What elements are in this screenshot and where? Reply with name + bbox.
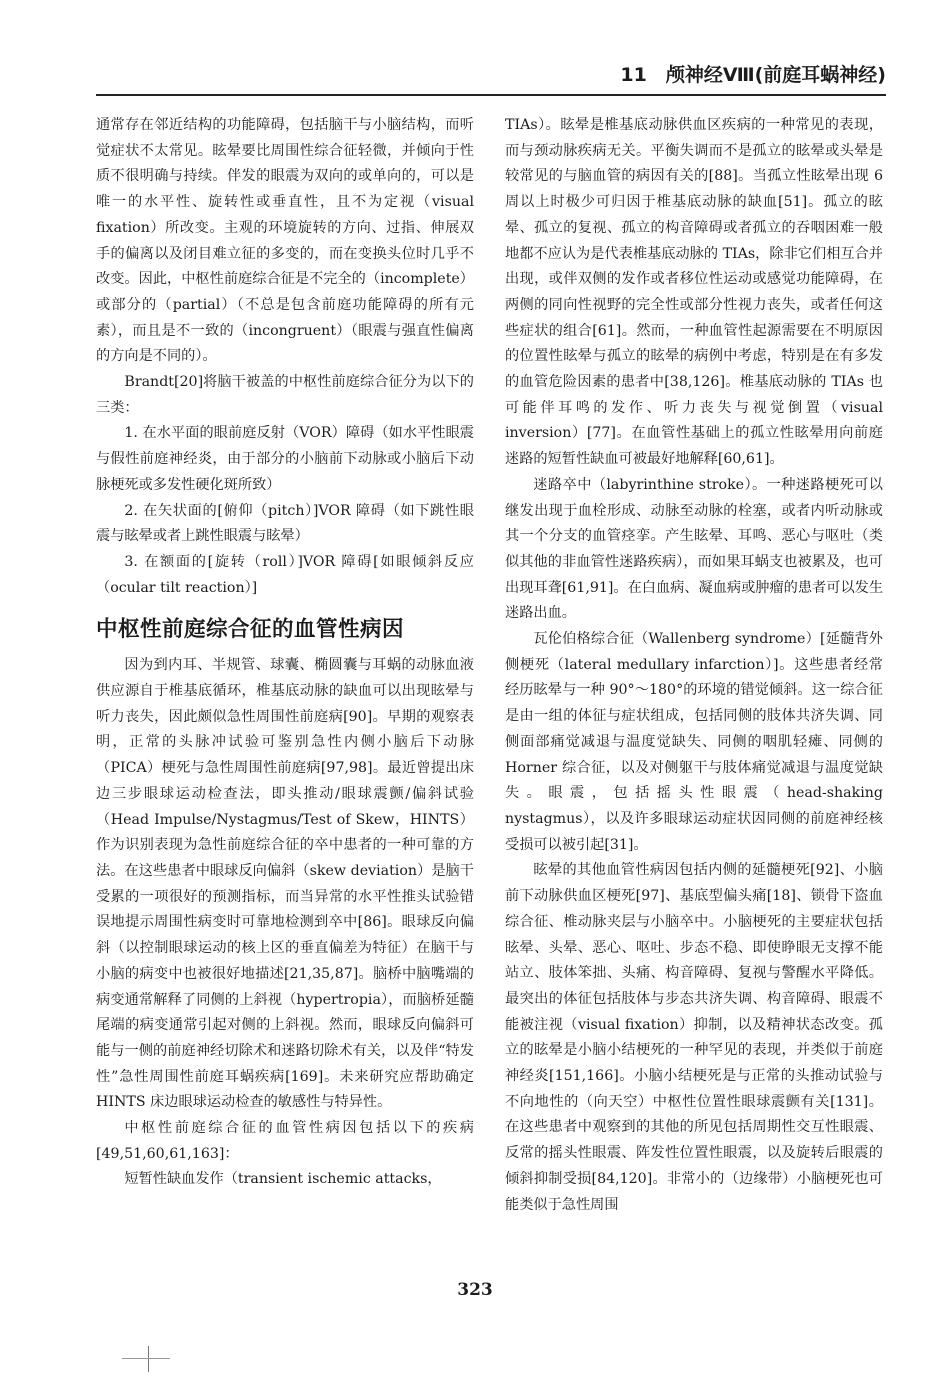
paragraph: 眩晕的其他血管性病因包括内侧的延髓梗死[92]、小脑前下动脉供血区梗死[97]、基底型偏头痛[18]、锁骨下盗血综合征、椎动脉夹层与小脑卒中。小脑梗死的主要症状包括眩晕、头晕、恶心、呕吐、步态不稳、即使睁眼无支撑不能站立、肢体笨拙、头痛、构音障碍、复视与警醒水平降低。最突出的体征包括肢体与步态共济失调、构音障碍、眼震不能被注视（visual fixation）抑制，以及精神状态改变。孤立的眩晕是小脑小结梗死的一种罕见的表现，并类似于前庭神经炎[151,166]。小脑小结梗死是与正常的头推动试验与不向地性的（向天空）中枢性位置性眼球震颤有关[131]。在这些患者中观察到的其他的所见包括周期性交互性眼震、反常的摇头性眼震、阵发性位置性眼震，以及旋转后眼震的倾斜抑制受损[84,120]。非常小的（边缘带）小脑梗死也可能类似于急性周围 (505, 862, 883, 1213)
paragraph: 短暂性缺血发作（transient ischemic attacks， (124, 1171, 442, 1188)
paragraph: 迷路卒中（labyrinthine stroke）。一种迷路梗死可以继发出现于血栓形成、动脉至动脉的栓塞，或者内听动脉或其一个分支的血管痉挛。产生眩晕、耳鸣、恶心与呕吐（类似其他的非血管性迷路疾病），而如果耳蜗支也被累及，也可出现耳聋[61,91]。在白血病、凝血病或肿瘤的患者可以发生迷路出血。 (505, 476, 884, 622)
crop-mark (122, 1358, 170, 1359)
list-item: 2. 在矢状面的[俯仰（pitch）]VOR 障碍（如下跳性眼震与眩晕或者上跳性眼震与眩晕） (96, 502, 474, 545)
running-header (96, 58, 886, 96)
left-column (96, 113, 474, 1193)
paragraph: 瓦伦伯格综合征（Wallenberg syndrome）[延髓背外侧梗死（lateral medullary infarction）]。这些患者经常经历眩晕与一种 90°～180°的环境的错觉倾斜。这一综合征是由一组的体征与症状组成，包括同侧的肢体共济失调、同侧面部痛觉减退与温度觉缺失、同侧的咽肌轻瘫、同侧的 Horner 综合征，以及对侧躯干与肢体痛觉减退与温度觉缺失。眼震，包括摇头性眼震（head-shaking nystagmus），以及许多眼球运动症状因同侧的前庭神经核受损可以被引起[31]。 (505, 631, 883, 853)
paragraph: Brandt[20]将脑干被盖的中枢性前庭综合征分为以下的三类： (96, 374, 474, 416)
section-heading: 中枢性前庭综合征的血管性病因 (96, 617, 405, 643)
paragraph: 通常存在邻近结构的功能障碍，包括脑干与小脑结构，而听觉症状不太常见。眩晕要比周围性综合征轻微，并倾向于性质不很明确与持续。伴发的眼震为双向的或单向的，可以是唯一的水平性、旋转性或垂直性，且不为定视（visual fixation）所改变。主观的环境旋转的方向、过指、伸展双手的偏离以及闭目难立征的多变的，而在变换头位时几乎不改变。因此，中枢性前庭综合征是不完全的（incomplete）或部分的（partial）（不总是包含前庭功能障碍的所有元素），而且是不一致的（incongruent）（眼震与强直性偏离的方向是不同的）。 (96, 117, 474, 365)
chapter-title: 11 颅神经Ⅷ(前庭耳蜗神经) (620, 64, 886, 86)
right-column (505, 113, 883, 1218)
list-item: 3. 在额面的[旋转（roll）]VOR 障碍[如眼倾斜反应（ocular tilt reaction）] (96, 553, 474, 596)
paragraph: 中枢性前庭综合征的血管性病因包括以下的疾病[49,51,60,61,163]： (96, 1120, 474, 1162)
paragraph: TIAs）。眩晕是椎基底动脉供血区疾病的一种常见的表现，而与颈动脉疾病无关。平衡失调而不是孤立的眩晕或头晕是较常见的与脑血管的病因有关的[88]。当孤立性眩晕出现 6 周以上时极少可归因于椎基底动脉的缺血[51]。孤立的眩晕、孤立的复视、孤立的构音障碍或者孤立的吞咽困难一般地都不应认为是代表椎基底动脉的 TIAs，除非它们相互合并出现，或伴双侧的发作或者移位性运动或感觉功能障碍，在两侧的同向性视野的完全性或部分性视力丧失，或者任何这些症状的组合[61]。然而，一种血管性起源需要在不明原因的位置性眩晕与孤立的眩晕的病例中考虑，特别是在有多发的血管危险因素的患者中[38,126]。椎基底动脉的 TIAs 也可能伴耳鸣的发作、听力丧失与视觉倒置（visual inversion）[77]。在血管性基础上的孤立性眩晕用向前庭迷路的短暂性缺血可被最好地解释[60,61]。 (505, 117, 883, 468)
list-item: 1. 在水平面的眼前庭反射（VOR）障碍（如水平性眼震与假性前庭神经炎，由于部分的小脑前下动脉或小脑后下动脉梗死或多发性硬化斑所致） (96, 425, 474, 493)
crop-mark (148, 1346, 149, 1372)
paragraph: 因为到内耳、半规管、球囊、椭圆囊与耳蜗的动脉血液供应源自于椎基底循环，椎基底动脉的缺血可以出现眩晕与听力丧失，因此颇似急性周围性前庭病[90]。早期的观察表明，正常的头脉冲试验可鉴别急性内侧小脑后下动脉（PICA）梗死与急性周围性前庭病[97,98]。最近曾提出床边三步眼球运动检查法，即头推动/眼球震颤/偏斜试验（Head Impulse/Nystagmus/Test of Skew，HINTS）作为识别表现为急性前庭综合征的卒中患者的一种可靠的方法。在这些患者中眼球反向偏斜（skew deviation）是脑干受累的一项很好的预测指标，而当异常的水平性推头试验错误地提示周围性病变时可靠地检测到卒中[86]。眼球反向偏斜（以控制眼球运动的核上区的垂直偏差为特征）在脑干与小脑的病变中也被很好地描述[21,35,87]。脑桥中脑嘴端的病变通常解释了同侧的上斜视（hypertropia），而脑桥延髓尾端的病变通常引起对侧的上斜视。然而，眼球反向偏斜可能与一侧的前庭神经切除术和迷路切除术有关，以及伴“特发性”急性周围性前庭耳蜗疾病[169]。未来研究应帮助确定 HINTS 床边眼球运动检查的敏感性与特异性。 (96, 657, 474, 1111)
page-number: 323 (457, 1280, 493, 1300)
